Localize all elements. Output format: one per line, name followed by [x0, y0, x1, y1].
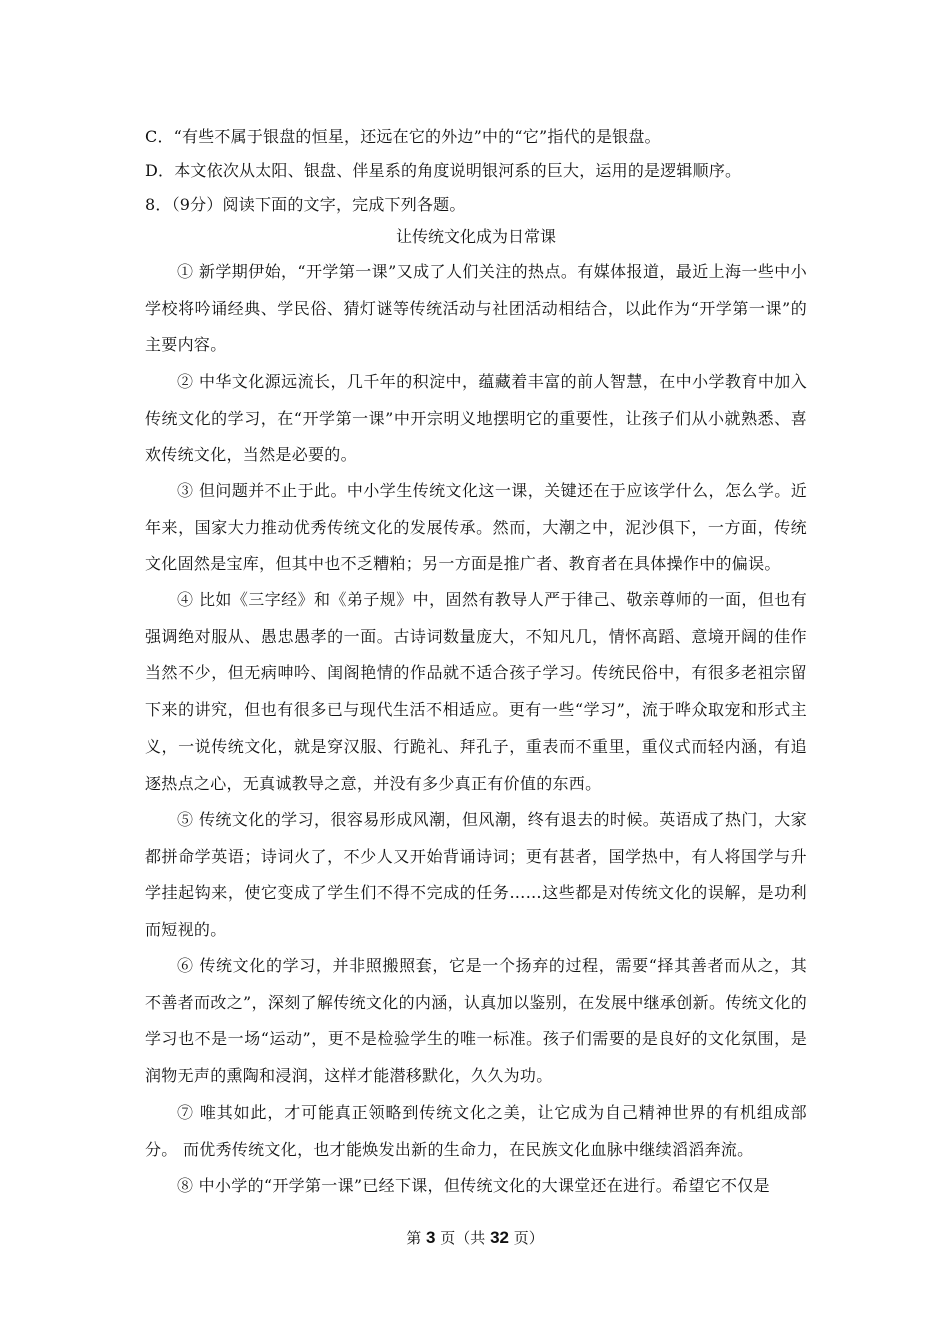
paragraph-5: ⑤ 传统文化的学习，很容易形成风潮，但风潮，终有退去的时候。英语成了热门，大家 都拼命学英语；诗词火了，不少人又开始背诵诗词；更有甚者，国学热中，有人将国学与升 学挂起钩来，使它变成了学生们不得不完成的任务……这些都是对传统文化的误解，是功利 而短视的。: [145, 810, 807, 940]
option-d: D．本文依次从太阳、银盘、伴星系的角度说明银河系的巨大，运用的是逻辑顺序。: [145, 161, 742, 180]
paragraph-2: ② 中华文化源远流长，几千年的积淀中，蕴藏着丰富的前人智慧，在中小学教育中加入 传统文化的学习，在“开学第一课”中开宗明义地摆明它的重要性，让孩子们从小就熟悉、喜欢传统文化，当然是必要的。: [145, 372, 807, 465]
footer-prefix: 第: [406, 1229, 422, 1247]
question-8-prompt: 8．（9分）阅读下面的文字，完成下列各题。: [145, 195, 466, 214]
paragraph-8: ⑧ 中小学的“开学第一课”已经下课，但传统文化的大课堂还在进行。希望它不仅是: [177, 1176, 770, 1195]
paragraph-7: ⑦ 唯其如此，才可能真正领略到传统文化之美，让它成为自己精神世界的有机组成部分。 而优秀传统文化，也才能焕发出新的生命力，在民族文化血脉中继续滔滔奔流。: [145, 1103, 807, 1159]
option-c: C．“有些不属于银盘的恒星，还远在它的外边”中的“它”指代的是银盘。: [145, 127, 661, 146]
footer-middle: 页（共: [440, 1229, 486, 1247]
page-footer: [0, 1228, 950, 1248]
article-title: 让传统文化成为日常课: [395, 227, 556, 246]
paragraph-4: ④ 比如《三字经》和《弟子规》中，固然有教导人严于律己、敬亲尊师的一面，但也有 强调绝对服从、愚忠愚孝的一面。古诗词数量庞大，不知凡几，情怀高蹈、意境开阔的佳作 当然不少，但无病呻吟、闺阁艳情的作品就不适合孩子学习。传统民俗中，有很多老祖宗留 下来的讲究，但也有很多已与现代生活不相适应。更有一些“学习”，流于哗众取宠和形式主 义，一说传统文化，就是穿汉服、行跪礼、拜孔子，重表而不重里，重仪式而轻内涵，有追 逐热点之心，无真诚教导之意，并没有多少真正有价值的东西。: [145, 590, 807, 793]
footer-suffix: 页）: [513, 1229, 544, 1247]
footer-page-number: 3: [426, 1228, 436, 1247]
paragraph-6: ⑥ 传统文化的学习，并非照搬照套，它是一个扬弃的过程，需要“择其善者而从之，其 不善者而改之”，深刻了解传统文化的内涵，认真加以鉴别，在发展中继承创新。传统文化的 学习也不是一场“运动”，更不是检验学生的唯一标准。孩子们需要的是良好的文化氛围，是 润物无声的熏陶和浸润，这样才能潜移默化，久久为功。: [145, 956, 807, 1086]
paragraph-3: ③ 但问题并不止于此。中小学生传统文化这一课，关键还在于应该学什么，怎么学。近年来，国家大力推动优秀传统文化的发展传承。然而，大潮之中，泥沙俱下，一方面，传统 文化固然是宝库，但其中也不乏糟粕；另一方面是推广者、教育者在具体操作中的偏误。: [145, 481, 807, 574]
paragraph-1: ① 新学期伊始，“开学第一课”又成了人们关注的热点。有媒体报道，最近上海一些中小 学校将吟诵经典、学民俗、猜灯谜等传统活动与社团活动相结合，以此作为“开学第一课”的主要内容。: [145, 262, 807, 355]
footer-total-pages: 32: [490, 1228, 509, 1247]
